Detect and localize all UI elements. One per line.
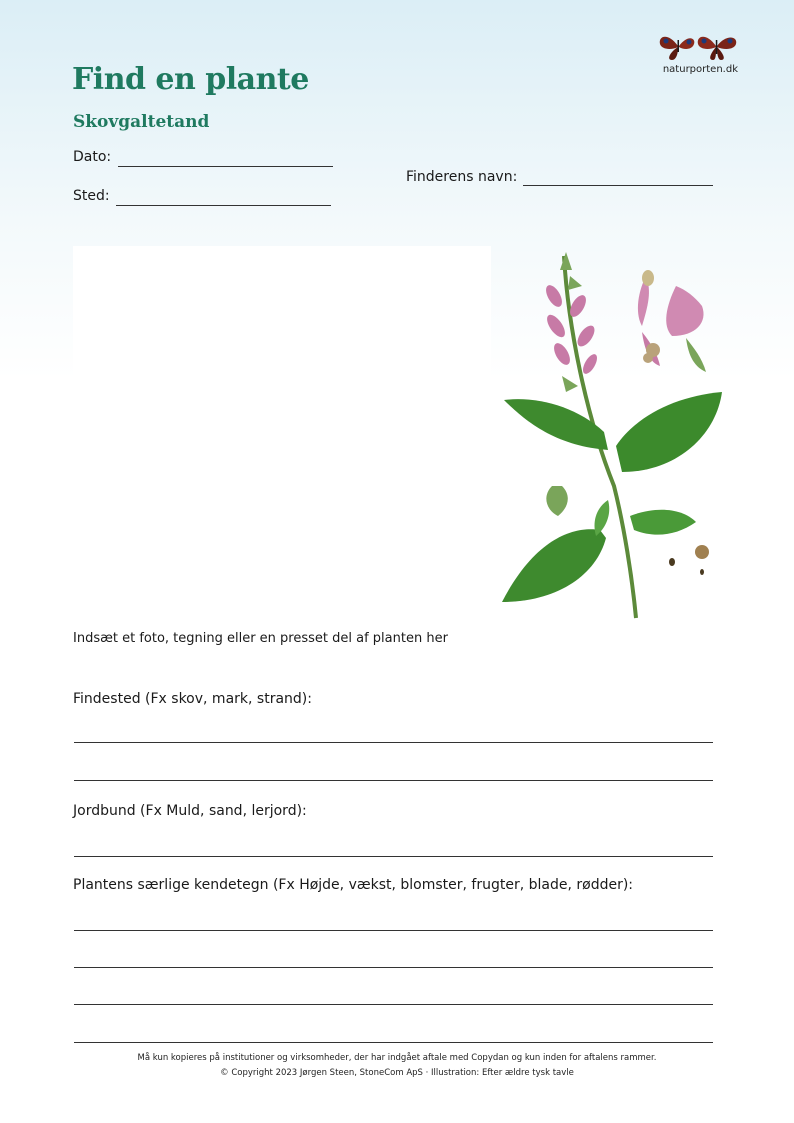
copyright-credit: © Copyright 2023 Jørgen Steen, StoneCom ApS · Illustration: Efter ældre tysk tavle xyxy=(220,1068,574,1078)
place-label: Sted: xyxy=(73,188,110,204)
date-label: Dato: xyxy=(73,149,112,165)
soil-question: Jordbund (Fx Muld, sand, lerjord): xyxy=(73,803,307,819)
answer-line[interactable] xyxy=(74,1042,713,1043)
place-line[interactable] xyxy=(116,205,331,206)
brand xyxy=(636,30,740,75)
plant-illustration xyxy=(496,246,744,624)
answer-line[interactable] xyxy=(74,856,713,857)
finder-line[interactable] xyxy=(523,185,713,186)
date-line[interactable] xyxy=(118,166,333,167)
answer-line[interactable] xyxy=(74,1004,713,1005)
photo-area[interactable] xyxy=(73,246,491,621)
answer-line[interactable] xyxy=(74,967,713,968)
brand-name: naturporten.dk xyxy=(662,64,738,75)
page-title: Find en plante xyxy=(72,62,309,97)
features-question: Plantens særlige kendetegn (Fx Højde, vækst, blomster, frugter, blade, rødder): xyxy=(73,877,634,893)
plant-name: Skovgaltetand xyxy=(73,112,210,132)
copyright-notice: Må kun kopieres på institutioner og virksomheder, der har indgået aftale med Copydan og kun inden for aftalens rammer. xyxy=(137,1053,657,1063)
image-caption: Indsæt et foto, tegning eller en presset del af planten her xyxy=(73,631,448,646)
location-question: Findested (Fx skov, mark, strand): xyxy=(73,691,312,707)
answer-line[interactable] xyxy=(74,780,713,781)
butterflies-icon xyxy=(658,30,740,62)
answer-line[interactable] xyxy=(74,930,713,931)
answer-line[interactable] xyxy=(74,742,713,743)
finder-label: Finderens navn: xyxy=(406,169,518,185)
